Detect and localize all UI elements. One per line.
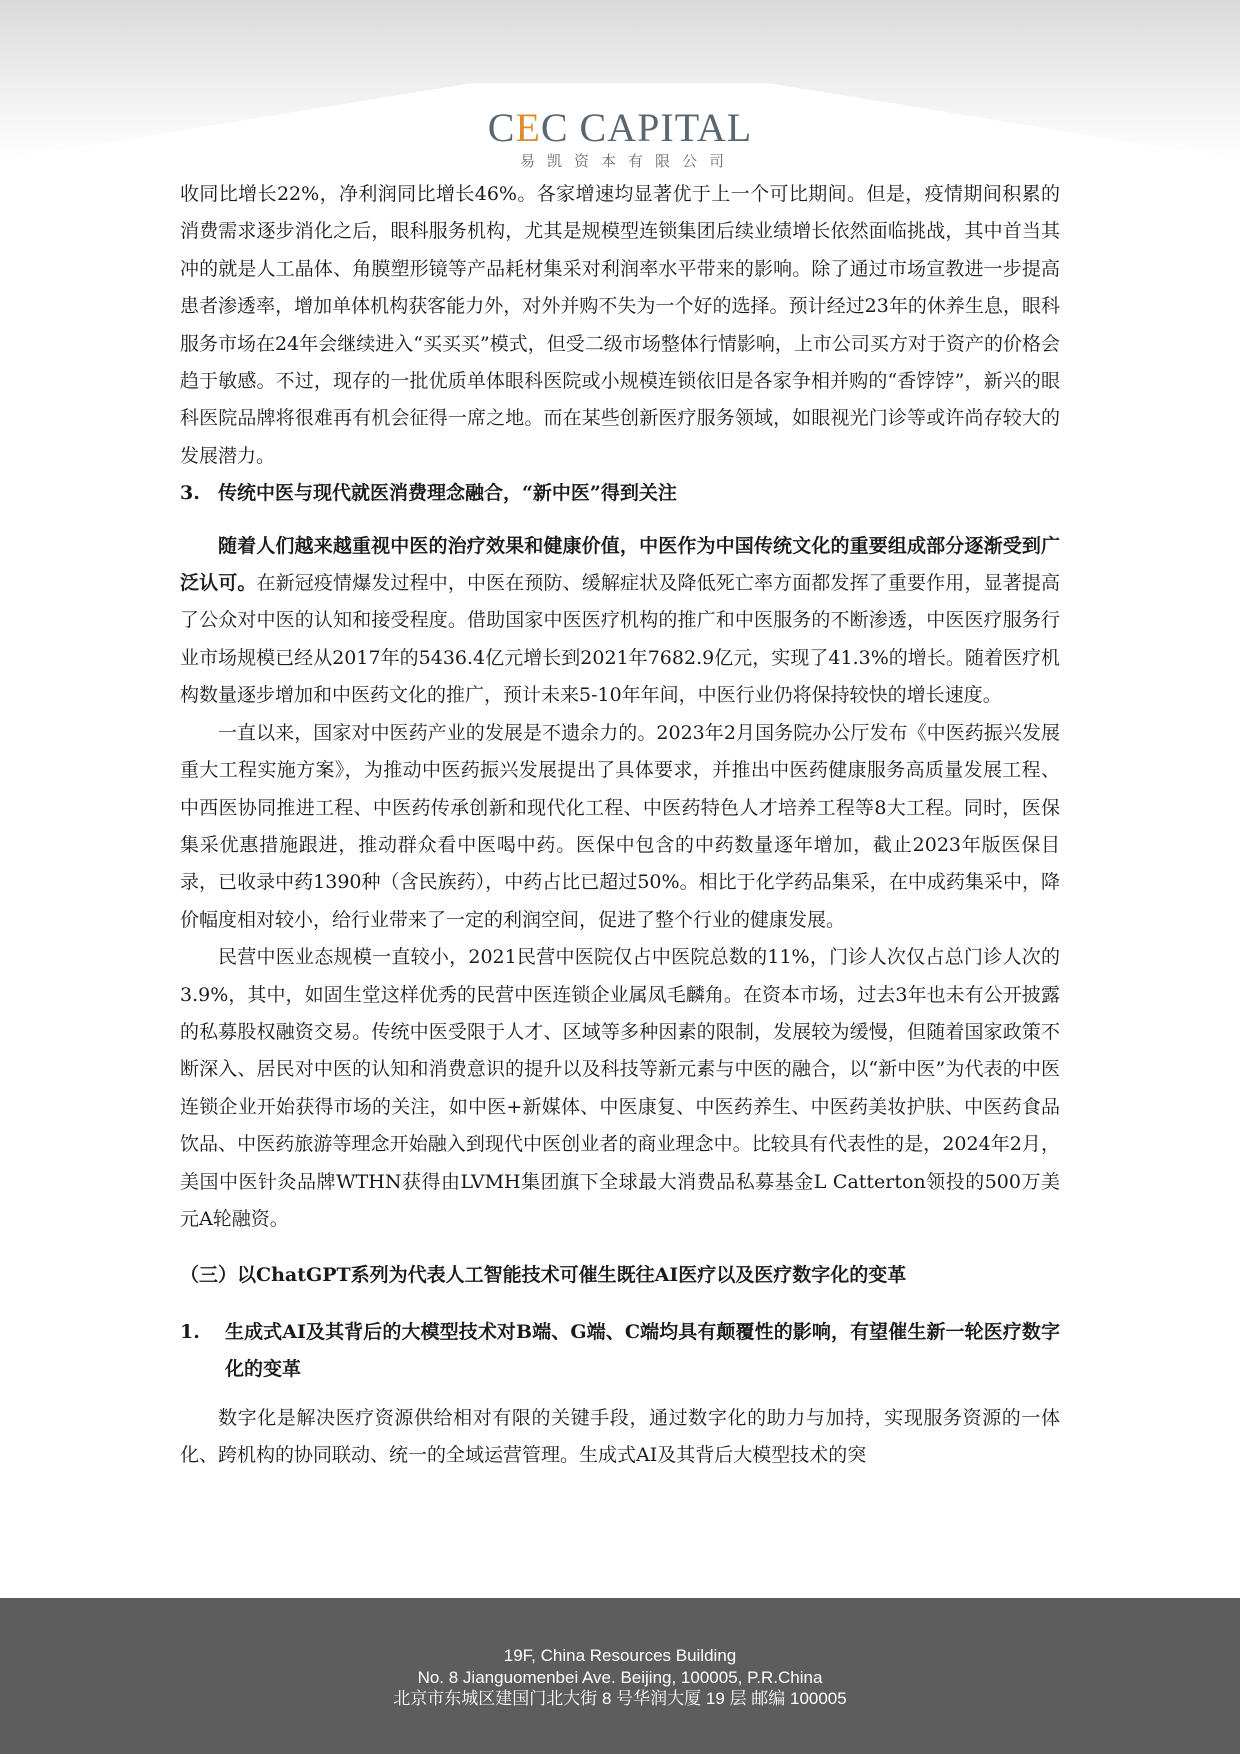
logo-rest: C CAPITAL xyxy=(540,105,753,150)
heading-tcm xyxy=(180,475,1060,512)
logo-c1: C xyxy=(487,105,516,150)
section-title-ai: （三）以ChatGPT系列为代表人工智能技术可催生既往AI医疗以及医疗数字化的变革 xyxy=(180,1264,907,1287)
paragraph-body: 在新冠疫情爆发过程中，中医在预防、缓解症状及降低死亡率方面都发挥了重要作用，显著提高了公众对中医的认知和接受程度。借助国家中医医疗机构的推广和中医服务的不断渗透，中医医疗服务行业市场规模已经从2017年的5436.4亿元增长到2021年7682.9亿元，实现了41.3%的增长。随着医疗机构数量逐步增加和中医药文化的推广，预计未来5-10年年间，中医行业仍将保持较快的增长速度。 xyxy=(180,572,1060,707)
document-body xyxy=(180,176,1060,1474)
paragraph-ophthalmology: 收同比增长22%，净利润同比增长46%。各家增速均显著优于上一个可比期间。但是，疫情期间积累的消费需求逐步消化之后，眼科服务机构，尤其是规模型连锁集团后续业绩增长依然面临挑战，其中首当其冲的就是人工晶体、角膜塑形镜等产品耗材集采对利润率水平带来的影响。除了通过市场宣教进一步提高患者渗透率，增加单体机构获客能力外，对外并购不失为一个好的选择。预计经过23年的休养生息，眼科服务市场在24年会继续进入“买买买”模式，但受二级市场整体行情影响，上市公司买方对于资产的价格会趋于敏感。不过，现存的一批优质单体眼科医院或小规模连锁依旧是各家争相并购的“香饽饽”，新兴的眼科医院品牌将很难再有机会征得一席之地。而在某些创新医疗服务领域，如眼视光门诊等或许尚存较大的发展潜力。 xyxy=(180,183,1060,467)
footer-line-chinese: 北京市东城区建国门北大街 8 号华润大厦 19 层 邮编 100005 xyxy=(393,1689,847,1708)
heading-number: 3. xyxy=(180,482,200,505)
logo-wordmark xyxy=(0,105,1240,150)
heading-text: 生成式AI及其背后的大模型技术对B端、G端、C端均具有颠覆性的影响，有望催生新一轮医疗数字化的变革 xyxy=(225,1320,1060,1381)
logo-e-accent: E xyxy=(515,105,541,150)
paragraph-tcm-policy: 一直以来，国家对中医药产业的发展是不遗余力的。2023年2月国务院办公厅发布《中医药振兴发展重大工程实施方案》，为推动中医药振兴发展提出了具体要求，并推出中医药健康服务高质量发展工程、中西医协同推进工程、中医药传承创新和现代化工程、中医药特色人才培养工程等8大工程。同时，医保集采优惠措施跟进，推动群众看中医喝中药。医保中包含的中药数量逐年增加，截止2023年版医保目录，已收录中药1390种（含民族药），中药占比已超过50%。相比于化学药品集采，在中成药集采中，降价幅度相对较小，给行业带来了一定的利润空间，促进了整个行业的健康发展。 xyxy=(180,721,1060,931)
paragraph-digitalization: 数字化是解决医疗资源供给相对有限的关键手段，通过数字化的助力与加持，实现服务资源的一体化、跨机构的协同联动、统一的全域运营管理。生成式AI及其背后大模型技术的突 xyxy=(180,1406,1060,1466)
heading-text: 传统中医与现代就医消费理念融合，“新中医”得到关注 xyxy=(218,482,677,505)
company-logo xyxy=(0,105,1240,171)
heading-number: 1. xyxy=(180,1320,200,1343)
logo-subtitle: 易凯资本有限公司 xyxy=(519,152,736,170)
footer-line-building: 19F, China Resources Building xyxy=(503,1646,737,1665)
footer-address xyxy=(0,1598,1240,1754)
footer-line-street: No. 8 Jianguomenbei Ave. Beijing, 100005, P.R.China xyxy=(417,1667,823,1687)
paragraph-lead-bold: 随着人们越来越重视中医的治疗效果和健康价值，中医作为中国传统文化的重要组成部分逐渐受到广泛认可。 xyxy=(180,534,1060,595)
paragraph-private-tcm: 民营中医业态规模一直较小，2021民营中医院仅占中医院总数的11%，门诊人次仅占总门诊人次的3.9%，其中，如固生堂这样优秀的民营中医连锁企业属凤毛麟角。在资本市场，过去3年也未有公开披露的私募股权融资交易。传统中医受限于人才、区域等多种因素的限制，发展较为缓慢，但随着国家政策不断深入、居民对中医的认知和消费意识的提升以及科技等新元素与中医的融合，以“新中医”为代表的中医连锁企业开始获得市场的关注，如中医+新媒体、中医康复、中医药养生、中医药美妆护肤、中医药食品饮品、中医药旅游等理念开始融入到现代中医创业者的商业理念中。比较具有代表性的是，2024年2月，美国中医针灸品牌WTHN获得由LVMH集团旗下全球最大消费品私募基金L Catterton领投的500万美元A轮融资。 xyxy=(180,946,1060,1230)
paragraph-tcm-growth xyxy=(180,528,1060,715)
heading-generative-ai xyxy=(180,1314,1060,1389)
